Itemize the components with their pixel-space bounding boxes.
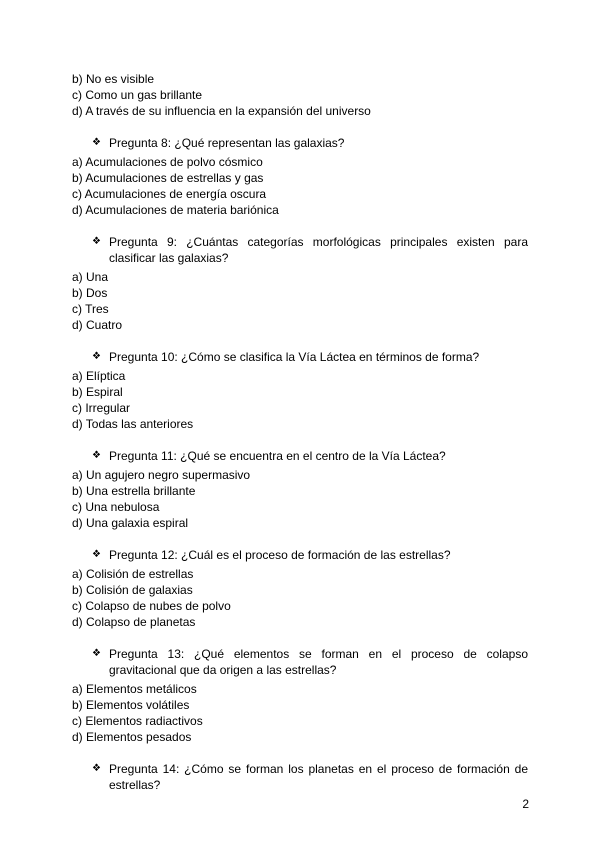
answer-option: d) Cuatro (72, 318, 123, 332)
intro-options (72, 71, 528, 119)
question-block (72, 234, 528, 333)
question-text: Pregunta 8: ¿Qué representan las galaxias? (109, 136, 345, 150)
answer-option: d) Elementos pesados (72, 730, 192, 744)
answer-option: d) A través de su influencia en la expansión del universo (72, 104, 371, 118)
question-text: Pregunta 13: ¿Qué elementos se forman en el proceso de colapso gravitacional que da origen a las estrellas? (109, 647, 528, 677)
answer-option: b) Colisión de galaxias (72, 583, 193, 597)
answer-option: c) Como un gas brillante (72, 88, 203, 102)
question (72, 448, 528, 464)
answer-option: b) Espiral (72, 385, 123, 399)
diamond-bullet-icon: ❖ (92, 763, 101, 774)
answer-option: a) Un agujero negro supermasivo (72, 468, 251, 482)
question-text: Pregunta 14: ¿Cómo se forman los planetas en el proceso de formación de estrellas? (109, 762, 528, 792)
question (72, 135, 528, 151)
diamond-bullet-icon: ❖ (92, 351, 101, 362)
question (72, 547, 528, 563)
answer-option: b) Elementos volátiles (72, 698, 190, 712)
answer-option: b) Acumulaciones de estrellas y gas (72, 171, 264, 185)
question-text: Pregunta 10: ¿Cómo se clasifica la Vía Láctea en términos de forma? (109, 350, 480, 364)
answer-option: c) Acumulaciones de energía oscura (72, 187, 267, 201)
answer-option: a) Una (72, 270, 109, 284)
answer-option: a) Elíptica (72, 369, 126, 383)
answer-option: c) Elementos radiactivos (72, 714, 203, 728)
diamond-bullet-icon: ❖ (92, 549, 101, 560)
question-block (72, 646, 528, 745)
answer-option: a) Colisión de estrellas (72, 567, 194, 581)
question (72, 646, 528, 678)
question (72, 349, 528, 365)
question-text: Pregunta 9: ¿Cuántas categorías morfológicas principales existen para clasificar las galaxias? (109, 235, 528, 265)
answer-option: b) Una estrella brillante (72, 484, 196, 498)
question-block (72, 349, 528, 432)
question-text: Pregunta 12: ¿Cuál es el proceso de formación de las estrellas? (109, 548, 451, 562)
diamond-bullet-icon: ❖ (92, 137, 101, 148)
answer-option: c) Una nebulosa (72, 500, 160, 514)
answer-option: b) Dos (72, 286, 108, 300)
question (72, 761, 528, 793)
answer-option: d) Todas las anteriores (72, 417, 194, 431)
answer-option: a) Elementos metálicos (72, 682, 197, 696)
quiz-content (72, 71, 528, 796)
question-block (72, 135, 528, 218)
answer-option: c) Irregular (72, 401, 131, 415)
question (72, 234, 528, 266)
answer-option: d) Colapso de planetas (72, 615, 196, 629)
answer-option: c) Colapso de nubes de polvo (72, 599, 231, 613)
question-block (72, 761, 528, 793)
question-block (72, 448, 528, 531)
answer-option: d) Una galaxia espiral (72, 516, 189, 530)
question-text: Pregunta 11: ¿Qué se encuentra en el centro de la Vía Láctea? (109, 449, 446, 463)
answer-option: b) No es visible (72, 72, 155, 86)
page-number: 2 (522, 797, 529, 811)
answer-option: a) Acumulaciones de polvo cósmico (72, 155, 263, 169)
answer-option: d) Acumulaciones de materia bariónica (72, 203, 279, 217)
diamond-bullet-icon: ❖ (92, 648, 101, 659)
diamond-bullet-icon: ❖ (92, 450, 101, 461)
diamond-bullet-icon: ❖ (92, 236, 101, 247)
answer-option: c) Tres (72, 302, 109, 316)
question-block (72, 547, 528, 630)
